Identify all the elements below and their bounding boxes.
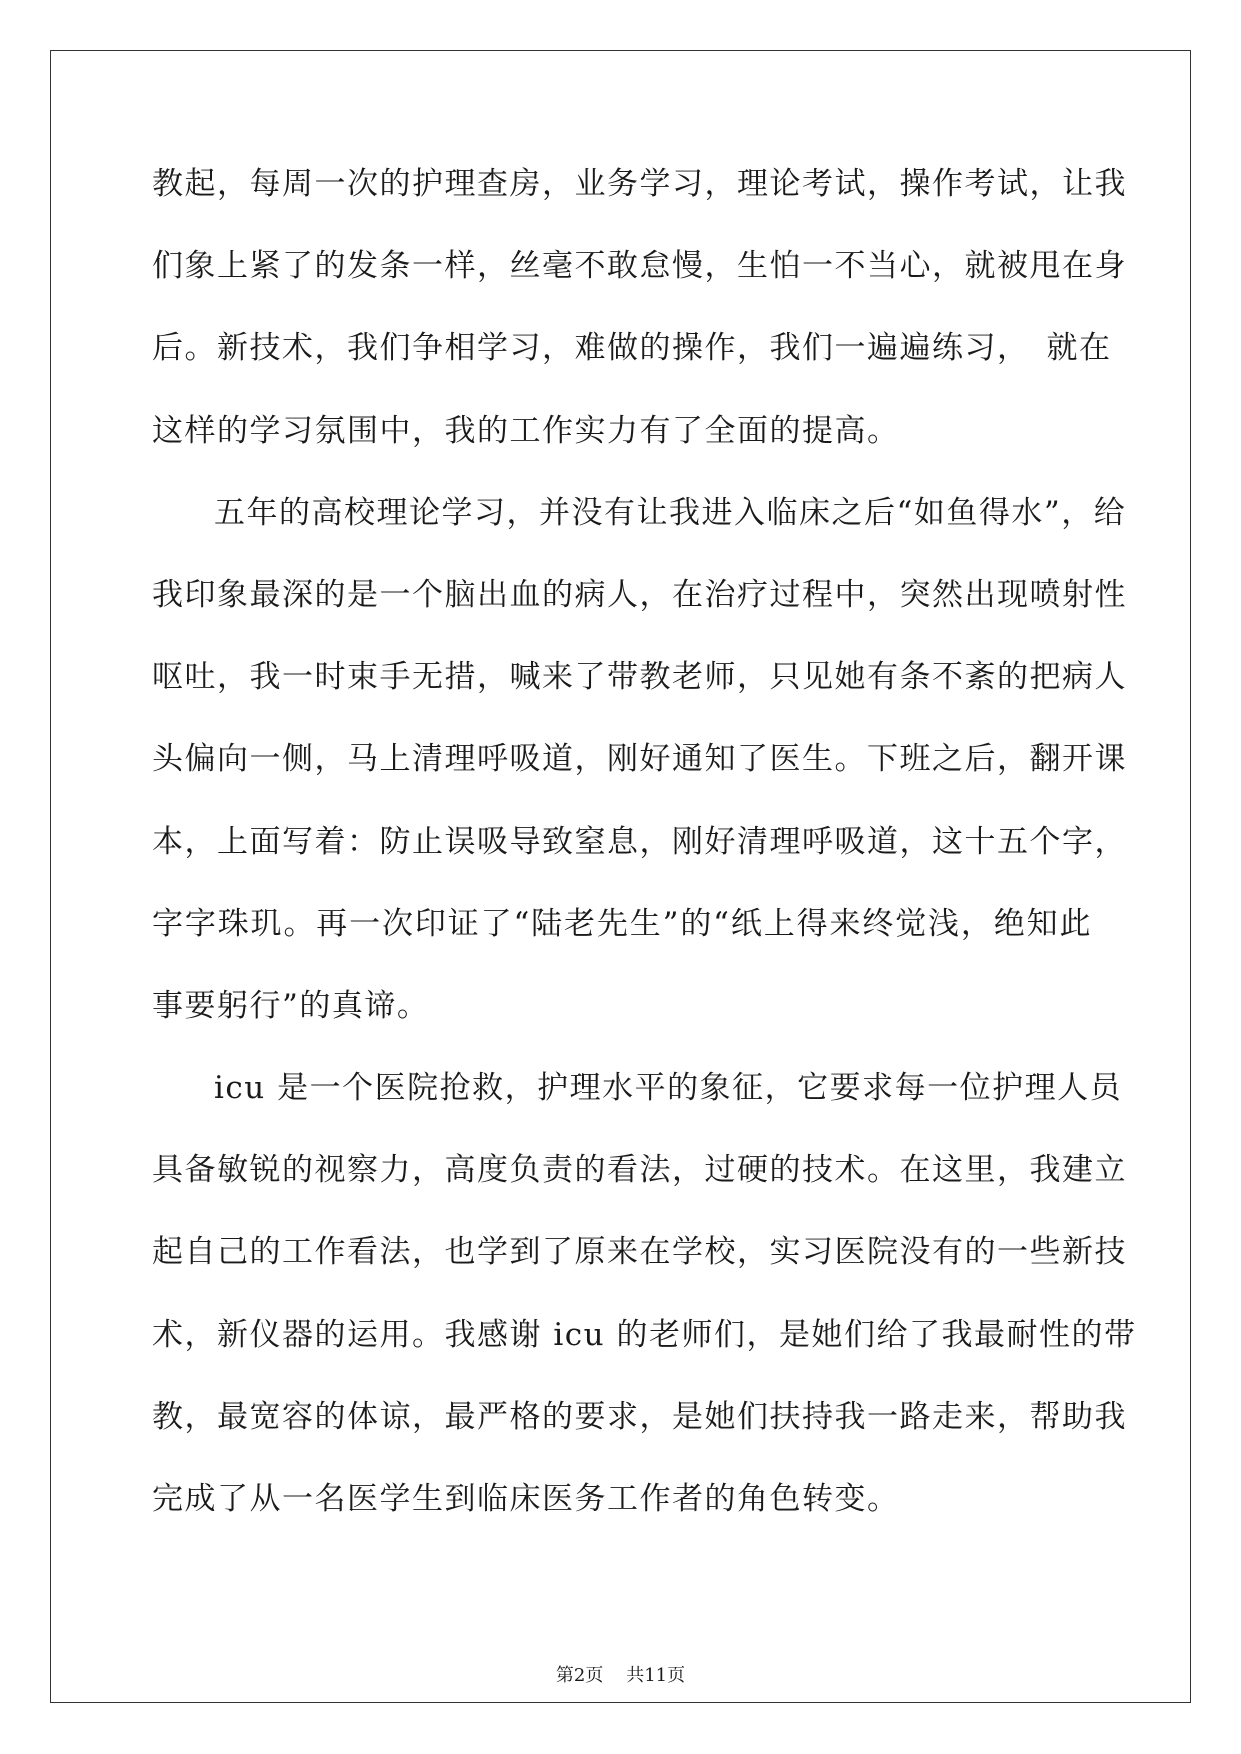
document-body — [152, 164, 1137, 1561]
text-line: 起自己的工作看法，也学到了原来在学校，实习医院没有的一些新技 — [152, 1234, 1127, 1271]
page-total: 共11页 — [626, 1665, 686, 1686]
page-footer — [0, 1665, 1241, 1687]
text-line: 呕吐，我一时束手无措，喊来了带教老师，只见她有条不紊的把病人 — [152, 659, 1127, 696]
text-line: 本，上面写着：防止误吸导致窒息，刚好清理呼吸道，这十五个字， — [152, 823, 1127, 860]
text-line: 头偏向一侧，马上清理呼吸道，刚好通知了医生。下班之后，翻开课 — [152, 741, 1127, 778]
text-line: 具备敏锐的视察力，高度负责的看法，过硬的技术。在这里，我建立 — [152, 1152, 1127, 1189]
text-line: 们象上紧了的发条一样，丝毫不敢怠慢，生怕一不当心，就被甩在身 — [152, 248, 1127, 285]
text-line: icu 是一个医院抢救，护理水平的象征，它要求每一位护理人员 — [214, 1070, 1123, 1107]
text-line: 这样的学习氛围中，我的工作实力有了全面的提高。 — [152, 412, 900, 449]
text-line: 我印象最深的是一个脑出血的病人，在治疗过程中，突然出现喷射性 — [152, 576, 1127, 613]
text-line: 教，最宽容的体谅，最严格的要求，是她们扶持我一路走来，帮助我 — [152, 1398, 1127, 1435]
text-line: 术，新仪器的运用。我感谢 icu 的老师们，是她们给了我最耐性的带 — [152, 1316, 1137, 1353]
text-line: 后。新技术，我们争相学习，难做的操作，我们一遍遍练习， 就在 — [152, 330, 1112, 367]
text-line: 教起，每周一次的护理查房，业务学习，理论考试，操作考试，让我 — [152, 166, 1127, 202]
text-line: 五年的高校理论学习，并没有让我进入临床之后“如鱼得水”，给 — [214, 494, 1127, 531]
text-line: 完成了从一名医学生到临床医务工作者的角色转变。 — [152, 1481, 900, 1517]
page-number: 第2页 — [555, 1665, 604, 1686]
text-line: 字字珠玑。再一次印证了“陆老先生”的“纸上得来终觉浅，绝知此 — [152, 905, 1092, 942]
text-line: 事要躬行”的真谛。 — [152, 987, 430, 1024]
